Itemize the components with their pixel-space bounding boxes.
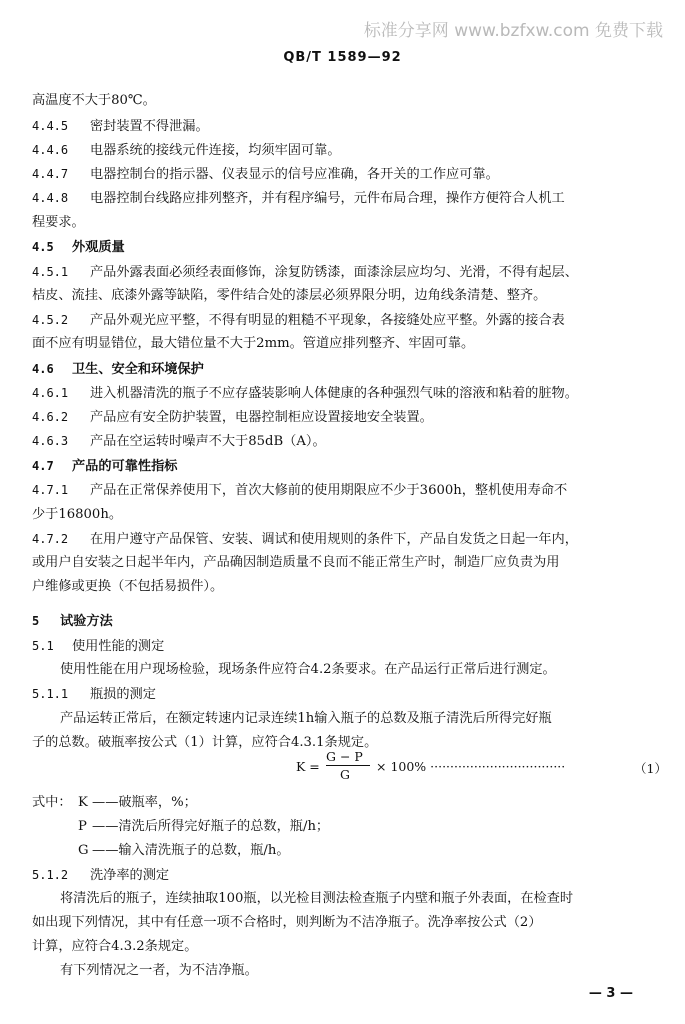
clause-number: 4.4.7 [32,167,69,181]
clause-4-5-1 [32,263,578,282]
clause-5-1-2-paragraph-line-3: 计算，应符合4.3.2条规定。 [32,939,198,954]
clause-number: 5.1 [32,639,54,653]
formula-denominator: G [340,767,350,782]
clause-4-4-8-cont: 程要求。 [32,215,85,230]
clause-text: 高温度不大于80℃。 [32,93,156,108]
clause-4-7-2 [32,530,578,549]
clause-4-5-1-cont: 桔皮、流挂、底漆外露等缺陷，零件结合处的漆层必须界限分明，边角线条清楚、整齐。 [32,288,547,303]
variable-description: ——破瓶率，%； [92,795,197,810]
clause-4-7-1 [32,481,567,500]
clause-4-6-1 [32,384,578,403]
clause-5-1-2-paragraph-line-1: 将清洗后的瓶子，连续抽取100瓶，以光检目测法检查瓶子内壁和瓶子外表面，在检查时 [60,891,574,906]
section-4-6-heading [32,360,204,379]
section-title: 试验方法 [60,614,113,629]
clause-number: 5.1.2 [32,868,69,882]
clause-title: 瓶损的测定 [90,687,156,702]
clause-number: 4.5.1 [32,265,69,279]
clause-4-6-3 [32,432,326,451]
equation-number: （1） [634,761,667,776]
section-number: 4.7 [32,459,54,473]
clause-number: 4.4.8 [32,191,69,205]
section-number: 5 [32,614,40,628]
clause-number: 5.1.1 [32,687,69,701]
variable-symbol: P [78,819,87,834]
clause-4-4-6 [32,141,341,160]
variable-definition-p [78,818,329,836]
clause-5-1-2-paragraph-line-2: 如出现下列情况，其中有任意一项不合格时，则判断为不洁净瓶子。洗净率按公式（2） [32,915,542,930]
clause-number: 4.6.1 [32,386,69,400]
where-label: 式中： [32,795,72,810]
section-4-5-heading [32,238,125,257]
variable-description: ——清洗后所得完好瓶子的总数，瓶/h； [92,819,330,834]
clause-title: 洗净率的测定 [90,868,170,883]
clause-title: 使用性能的测定 [72,639,165,654]
section-number: 4.6 [32,362,54,376]
clause-text: 产品在空运转时噪声不大于85dB（A）。 [90,434,326,449]
clause-4-5-2 [32,311,565,330]
clause-number: 4.7.1 [32,483,69,497]
clause-text: 产品外露表面必须经表面修饰，涂复防锈漆，面漆涂层应均匀、光滑，不得有起层、 [90,265,578,280]
clause-text: 电器系统的接线元件连接，均须牢固可靠。 [90,143,341,158]
section-title: 外观质量 [72,240,125,255]
clause-4-4-7 [32,165,499,184]
clause-5-1-2-heading [32,866,169,885]
clause-5-1-1-paragraph-line-2: 子的总数。破瓶率按公式（1）计算，应符合4.3.1条规定。 [32,735,378,750]
formula-numerator: G − P [326,749,363,764]
clause-text: 电器控制台的指示器、仪表显示的信号应准确，各开关的工作应可靠。 [90,167,499,182]
watermark-text: 标准分享网 www.bzfxw.com 免费下载 [363,21,663,41]
variable-definition-g [78,842,290,860]
clause-number: 4.6.3 [32,434,69,448]
clause-number: 4.6.2 [32,410,69,424]
fraction-bar [326,765,370,766]
section-number: 4.5 [32,240,54,254]
clause-number: 4.5.2 [32,313,69,327]
clause-4-6-2 [32,408,433,427]
clause-5-1-2-paragraph-line-4: 有下列情况之一者，为不洁净瓶。 [60,963,258,978]
clause-4-5-2-cont: 面不应有明显错位，最大错位量不大于2mm。管道应排列整齐、牢固可靠。 [32,336,475,351]
clause-text: 产品应有安全防护装置，电器控制柜应设置接地安全装置。 [90,410,433,425]
clause-4-7-1-cont: 少于16800h。 [32,507,123,522]
clause-4-4-4-cont [32,92,156,110]
variable-symbol: G [78,843,89,858]
clause-text: 产品外观光应平整，不得有明显的粗糙不平现象，各接缝处应平整。外露的接合表 [90,313,565,328]
clause-4-4-5 [32,117,209,136]
clause-5-1-paragraph: 使用性能在用户现场检验，现场条件应符合4.2条要求。在产品运行正常后进行测定。 [60,662,556,677]
standard-header: QB/T 1589—92 [283,50,402,65]
clause-number: 4.7.2 [32,532,69,546]
section-4-7-heading [32,457,178,476]
clause-5-1-heading [32,637,164,656]
formula-rest: × 100% ·································· [376,759,566,774]
clause-text: 产品在正常保养使用下，首次大修前的使用期限应不少于3600h，整机使用寿命不 [90,483,568,498]
variable-description: ——输入清洗瓶子的总数，瓶/h。 [92,843,290,858]
clause-text: 电器控制台线路应排列整齐，并有程序编号，元件布局合理，操作方便符合人机工 [90,191,565,206]
variable-symbol: K [78,795,88,810]
clause-text: 进入机器清洗的瓶子不应存盛装影响人体健康的各种强烈气味的溶液和粘着的脏物。 [90,386,578,401]
clause-4-4-8 [32,189,565,208]
clause-text: 密封装置不得泄漏。 [90,119,209,134]
clause-number: 4.4.5 [32,119,69,133]
section-5-heading [32,612,113,631]
clause-4-7-2-cont-1: 或用户自安装之日起半年内，产品确因制造质量不良而不能正常生产时，制造厂应负责为用 [32,555,560,570]
formula-lhs: K = [296,759,320,774]
section-title: 产品的可靠性指标 [72,459,178,474]
page-number: — 3 — [588,986,633,1001]
clause-5-1-1-heading [32,685,156,704]
variable-definition-k [78,794,197,812]
clause-4-7-2-cont-2: 户维修或更换（不包括易损件）。 [32,579,224,594]
section-title: 卫生、安全和环境保护 [72,362,204,377]
clause-number: 4.4.6 [32,143,69,157]
clause-5-1-1-paragraph-line-1: 产品运转正常后，在额定转速内记录连续1h输入瓶子的总数及瓶子清洗后所得完好瓶 [60,711,552,726]
clause-text: 在用户遵守产品保管、安装、调试和使用规则的条件下，产品自发货之日起一年内， [90,532,578,547]
